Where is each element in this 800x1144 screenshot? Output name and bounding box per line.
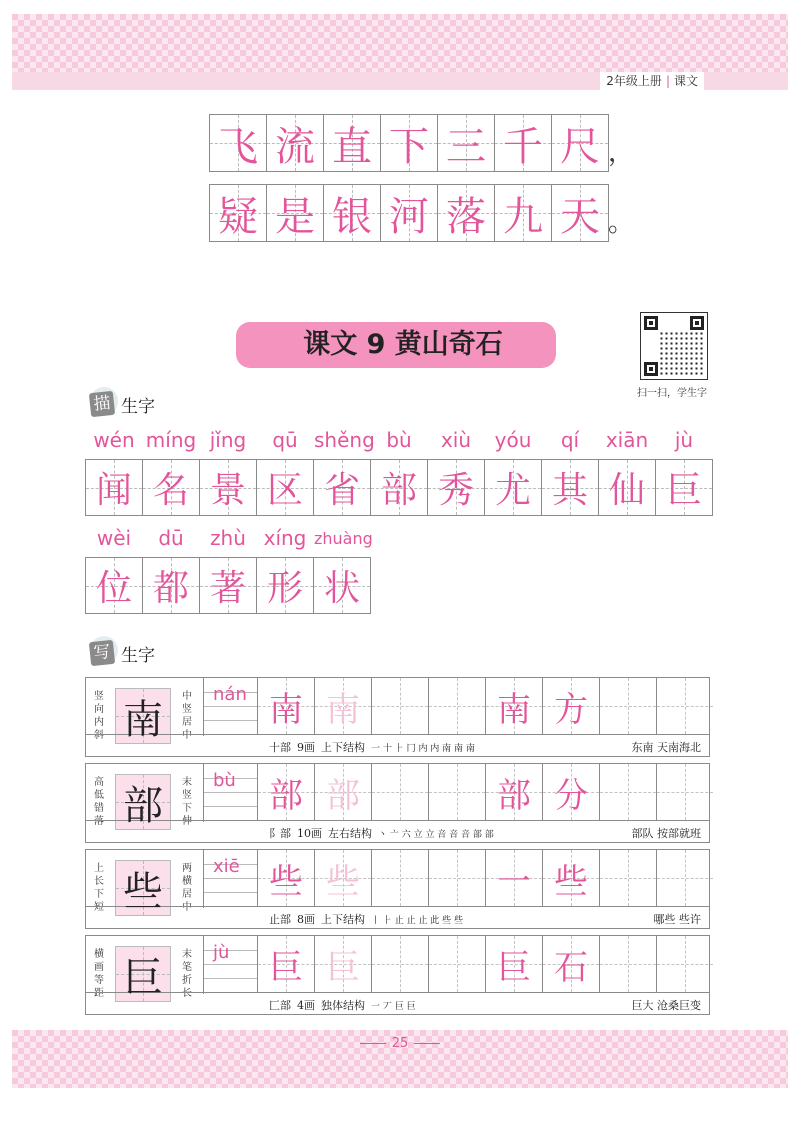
trace-char: 位 [95,568,132,609]
trace-char-cell [313,557,371,614]
word-list: 部队 按部就班 [631,827,701,840]
practice-cell[interactable] [428,764,485,820]
word-char: 些 [554,861,588,902]
char-structure: 独体结构 [321,999,365,1012]
trace-pinyin: zhuàng [314,529,373,548]
trace-char: 巨 [665,470,702,511]
char-radical: 止部 [269,913,291,926]
pinyin-line [204,792,258,793]
char-radical: 阝部 [269,827,291,840]
char-radical: 匚部 [269,999,291,1012]
char-info [269,739,475,755]
trace-example-char: 部 [326,775,360,816]
poem-char-cell [437,114,495,172]
writing-tip-right: 末笔折长 [182,949,192,999]
word-list: 哪些 些许 [653,913,701,926]
practice-cell[interactable] [257,936,314,992]
top-decorative-band [12,14,788,78]
practice-cell[interactable] [314,850,371,906]
trace-section-label: 生字 [121,397,155,417]
trace-char-cell [313,459,371,516]
practice-cell[interactable] [656,678,713,734]
trace-pinyin: xiān [605,428,649,452]
practice-cell[interactable] [314,936,371,992]
trace-char-cell [199,459,257,516]
trace-char: 闻 [95,470,132,511]
trace-pinyin: bù [386,428,412,452]
practice-cell[interactable] [485,678,542,734]
trace-char-cell [427,459,485,516]
header-grade: 2年级上册 [606,74,662,88]
header-separator: | [665,74,670,88]
poem-char: 落 [446,193,486,240]
trace-char: 形 [266,568,303,609]
poem-char: 三 [446,123,486,170]
trace-pinyin: míng [145,428,197,452]
qr-finder-top-right [690,316,704,330]
writing-tip-right: 末竖下伸 [182,777,192,827]
qr-caption: 扫一扫，学生字 [637,388,707,399]
poem-char-cell [494,114,552,172]
practice-row [85,935,710,1015]
practice-cell[interactable] [485,850,542,906]
pinyin-line [204,964,258,965]
example-char: 巨 [269,947,303,988]
poem-char-cell [380,114,438,172]
word-char: 一 [497,861,531,902]
practice-cell[interactable] [656,850,713,906]
practice-cell[interactable] [257,678,314,734]
char-info [269,911,463,927]
word-char: 南 [497,689,531,730]
trace-char: 部 [380,470,417,511]
trace-char-cell [598,459,656,516]
practice-cell[interactable] [428,678,485,734]
trace-char: 都 [152,568,189,609]
trace-char-cell [655,459,713,516]
example-char: 部 [269,775,303,816]
poem-char: 是 [275,193,315,240]
practice-cell[interactable] [428,936,485,992]
trace-char: 状 [323,568,360,609]
poem-char: 尺 [560,123,600,170]
practice-cell[interactable] [542,936,599,992]
poem-char-cell [266,114,324,172]
trace-example-char: 些 [326,861,360,902]
model-char-box [115,946,171,1002]
practice-cell[interactable] [542,678,599,734]
char-pinyin: bù [213,770,236,791]
trace-pinyin: yóu [494,428,532,452]
trace-char: 区 [266,470,303,511]
poem-char: 河 [389,193,429,240]
pinyin-line [204,720,258,721]
practice-cell[interactable] [257,764,314,820]
practice-cell[interactable] [371,850,428,906]
qr-code[interactable] [640,312,708,380]
practice-cell[interactable] [371,678,428,734]
char-info [269,825,494,841]
poem-char: 千 [503,123,543,170]
trace-char: 著 [209,568,246,609]
header-section: 课文 [673,74,698,88]
word-char: 部 [497,775,531,816]
trace-pinyin: xíng [263,526,307,550]
poem-char: 飞 [218,123,258,170]
trace-pinyin: jǐng [209,428,247,452]
practice-cell[interactable] [599,850,656,906]
qr-finder-top-left [644,316,658,330]
char-strokes: 10画 [297,827,322,840]
example-char: 些 [269,861,303,902]
write-section-label: 生字 [121,646,155,666]
stroke-order: 丨 ⺊ 止 止 止 此 些 些 [371,916,464,926]
practice-cell[interactable] [542,764,599,820]
trace-pinyin: wén [93,428,135,452]
pinyin-line [204,806,258,807]
char-structure: 上下结构 [321,913,365,926]
practice-cell[interactable] [656,936,713,992]
practice-cell[interactable] [257,850,314,906]
poem-punctuation: 。 [608,208,635,238]
trace-example-char: 巨 [326,947,360,988]
trace-char-cell [199,557,257,614]
trace-char: 仙 [608,470,645,511]
writing-tip-left: 横画等距 [94,949,104,999]
practice-row [85,677,710,757]
trace-char-cell [256,557,314,614]
model-char-box [115,860,171,916]
pinyin-line [204,706,258,707]
practice-cell[interactable] [656,764,713,820]
trace-char: 其 [551,470,588,511]
page-number-text: 25 [391,1036,409,1051]
practice-row [85,849,710,929]
trace-char-cell [541,459,599,516]
stroke-order: 一 丆 巨 巨 [371,1002,416,1012]
qr-finder-bottom-left [644,362,658,376]
trace-char: 尤 [494,470,531,511]
practice-cell[interactable] [428,850,485,906]
word-char: 分 [554,775,588,816]
pinyin-line [204,892,258,893]
poem-char-cell [209,114,267,172]
practice-cell[interactable] [599,678,656,734]
trace-char: 秀 [437,470,474,511]
trace-char-cell [142,557,200,614]
trace-example-char: 南 [326,689,360,730]
practice-cell[interactable] [542,850,599,906]
model-char: 部 [123,782,163,829]
lesson-title: 课文 9 黄山奇石 [303,329,503,360]
trace-pinyin: shěng [314,428,375,452]
trace-char-cell [370,459,428,516]
char-pinyin: jù [213,942,230,963]
pinyin-line [204,878,258,879]
trace-pinyin: qū [272,428,298,452]
model-char: 些 [123,868,163,915]
trace-icon: 描 [89,391,115,417]
practice-cell[interactable] [314,678,371,734]
word-char: 石 [554,947,588,988]
word-char: 巨 [497,947,531,988]
stroke-order: 一 十 ⺊ 冂 内 内 南 南 南 [371,744,475,754]
trace-char-cell [142,459,200,516]
practice-cell[interactable] [314,764,371,820]
practice-cell[interactable] [485,764,542,820]
poem-char-cell [323,184,381,242]
char-pinyin: nán [213,684,247,705]
poem-char: 九 [503,193,543,240]
char-strokes: 8画 [297,913,315,926]
trace-pinyin: qí [560,428,580,452]
write-icon: 写 [89,640,115,666]
poem-char: 流 [275,123,315,170]
trace-char: 省 [323,470,360,511]
trace-char-cell [85,459,143,516]
poem-char: 直 [332,123,372,170]
trace-pinyin: jù [674,428,694,452]
char-pinyin: xiē [213,856,240,877]
poem-char-cell [380,184,438,242]
word-list: 巨大 沧桑巨变 [631,999,701,1012]
char-info [269,997,416,1013]
trace-char: 景 [209,470,246,511]
model-char-box [115,688,171,744]
poem-char-cell [209,184,267,242]
model-char-box [115,774,171,830]
trace-pinyin: zhù [210,526,246,550]
practice-cell[interactable] [371,936,428,992]
trace-pinyin: wèi [96,526,132,550]
page-number [340,1036,460,1051]
trace-char-cell [256,459,314,516]
pinyin-line [204,978,258,979]
poem-char-cell [437,184,495,242]
qr-pattern [659,331,703,375]
example-char: 南 [269,689,303,730]
model-char: 南 [123,696,163,743]
writing-tip-right: 中竖居中 [182,691,192,741]
poem-char-cell [551,184,609,242]
char-structure: 上下结构 [321,741,365,754]
writing-tip-left: 上长下短 [94,863,104,913]
trace-pinyin: dū [158,526,184,550]
trace-char: 名 [152,470,189,511]
practice-row [85,763,710,843]
pinyin-writing-lines [203,936,258,994]
practice-cell[interactable] [371,764,428,820]
word-char: 方 [554,689,588,730]
poem-char-cell [551,114,609,172]
writing-tip-right: 两横居中 [182,863,192,913]
writing-tip-left: 高低错落 [94,777,104,827]
word-list: 东南 天南海北 [631,741,701,754]
char-strokes: 4画 [297,999,315,1012]
trace-char-cell [85,557,143,614]
writing-tip-left: 竖向内斜 [94,691,104,741]
poem-char-cell [323,114,381,172]
trace-pinyin: xiù [440,428,472,452]
char-structure: 左右结构 [328,827,372,840]
trace-char-cell [484,459,542,516]
poem-char-cell [494,184,552,242]
char-radical: 十部 [269,741,291,754]
running-header [600,72,704,90]
model-char: 巨 [123,954,163,1001]
poem-char: 下 [389,123,429,170]
practice-cell[interactable] [599,764,656,820]
practice-cell[interactable] [485,936,542,992]
poem-char: 银 [332,193,372,240]
practice-cell[interactable] [599,936,656,992]
poem-char: 疑 [218,193,258,240]
poem-char-cell [266,184,324,242]
poem-punctuation: ， [608,138,635,168]
char-strokes: 9画 [297,741,315,754]
stroke-order: 丶 亠 六 立 立 咅 咅 咅 部 部 [378,830,494,840]
poem-char: 天 [560,193,600,240]
